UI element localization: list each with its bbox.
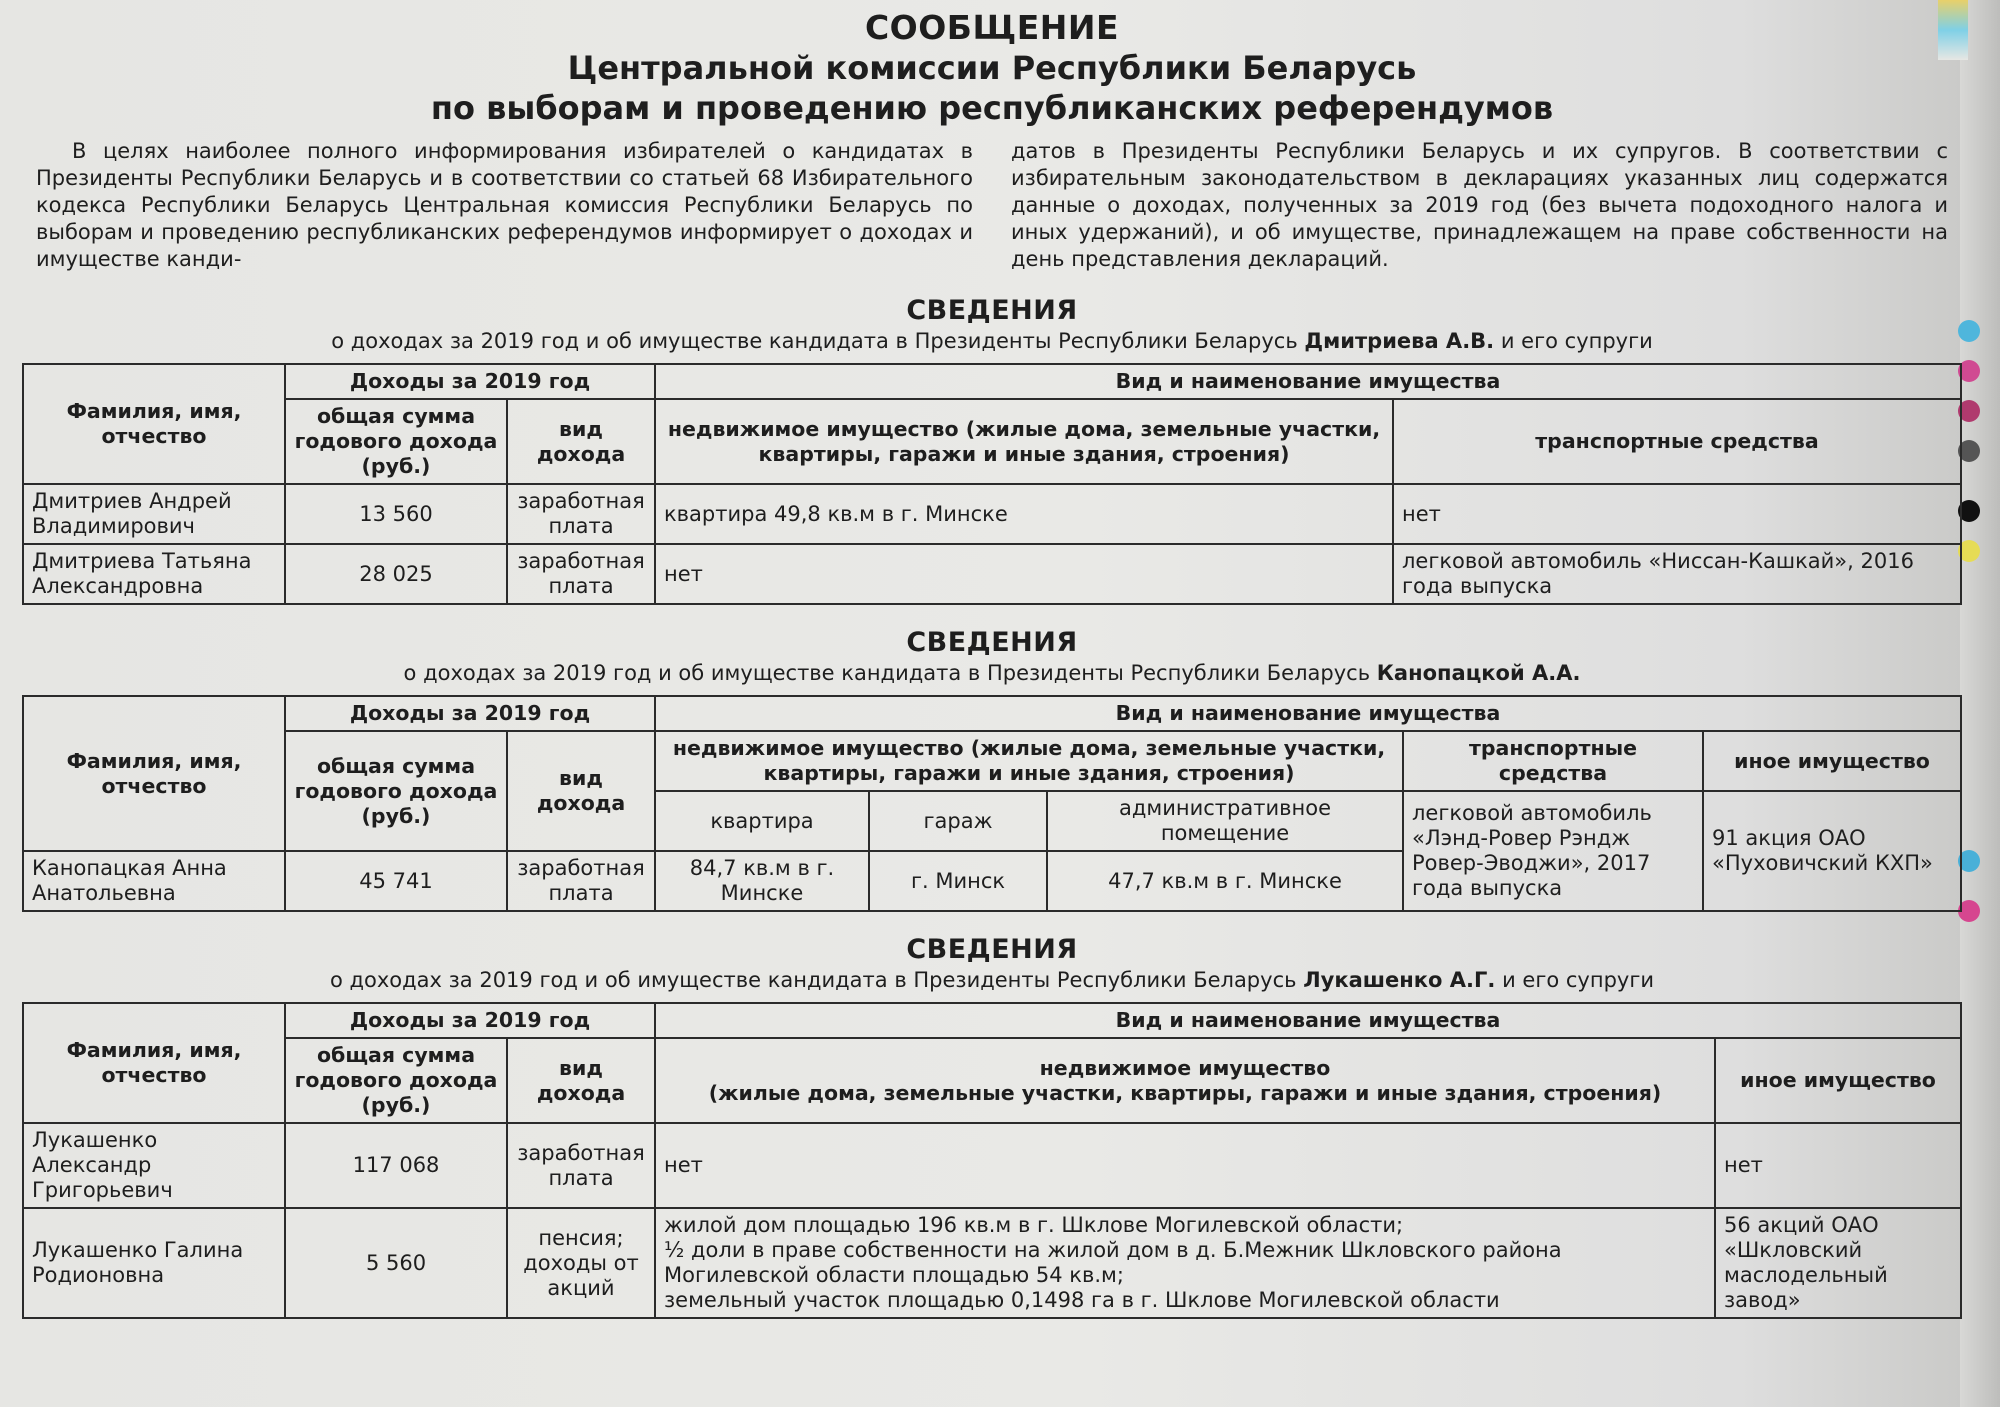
- cell-income-type: заработная плата: [507, 484, 655, 544]
- intro-left: В целях наиболее полного информирования избирателей о кандидатах в Президенты Республики Беларусь и в соответствии со статьей 68 Избирательного кодекса Республики Беларусь Центральная комиссия Республики Беларусь по выборам и проведению республиканских референдумов информирует о доходах и имуществе канди-: [36, 139, 973, 271]
- cell-apartment: 84,7 кв.м в г. Минске: [655, 851, 869, 911]
- table-row: [23, 1123, 1961, 1208]
- cell-name: Лукашенко Александр Григорьевич: [23, 1123, 285, 1208]
- cell-income-type: заработная плата: [507, 544, 655, 604]
- section1-table: [22, 363, 1962, 605]
- col-income-type: вид дохода: [507, 1038, 655, 1123]
- cell-real-estate: [655, 1208, 1715, 1318]
- table-row: [23, 544, 1961, 604]
- cell-other: 91 акция ОАО «Пуховичский КХП»: [1703, 791, 1961, 911]
- page-edge: [1960, 0, 2000, 1407]
- cell-vehicles: легковой автомобиль «Лэнд-Ровер Рэндж Ровер-Эводжи», 2017 года выпуска: [1403, 791, 1703, 911]
- section1-sub-prefix: о доходах за 2019 год и об имуществе кандидата в Президенты Республики Беларусь: [331, 329, 1298, 353]
- cell-other: 56 акций ОАО «Шкловский маслодельный завод»: [1715, 1208, 1961, 1318]
- cell-income: 13 560: [285, 484, 507, 544]
- cell-vehicles: нет: [1393, 484, 1961, 544]
- cell-name: Канопацкая Анна Анатольевна: [23, 851, 285, 911]
- col-other: иное имущество: [1703, 731, 1961, 791]
- col-real-estate: [655, 1038, 1715, 1123]
- cell-name: Лукашенко Галина Родионовна: [23, 1208, 285, 1318]
- col-apartment: квартира: [655, 791, 869, 851]
- section1-sub-suffix: и его супруги: [1500, 329, 1653, 353]
- section1-candidate: Дмитриева А.В.: [1304, 329, 1495, 353]
- real-estate-item: земельный участок площадью 0,1498 га в г. Шклове Могилевской области: [664, 1288, 1500, 1312]
- cell-income: 45 741: [285, 851, 507, 911]
- section3-sub-suffix: и его супруги: [1502, 968, 1655, 992]
- col-name: Фамилия, имя, отчество: [23, 1003, 285, 1123]
- cell-real-estate: квартира 49,8 кв.м в г. Минске: [655, 484, 1393, 544]
- cell-income-type: заработная плата: [507, 851, 655, 911]
- cell-real-estate: нет: [655, 544, 1393, 604]
- section3-table: [22, 1002, 1962, 1319]
- cell-real-estate: нет: [655, 1123, 1715, 1208]
- col-name: Фамилия, имя, отчество: [23, 364, 285, 484]
- cell-admin: 47,7 кв.м в г. Минске: [1047, 851, 1403, 911]
- col-property-group: Вид и наименование имущества: [655, 364, 1961, 399]
- cell-income: 5 560: [285, 1208, 507, 1318]
- real-estate-item: ½ доли в праве собственности на жилой дом в д. Б.Межник Шкловского района Могилевской области площадью 54 кв.м;: [664, 1238, 1562, 1287]
- col-vehicles: транспортные средства: [1393, 399, 1961, 484]
- section2-heading: СВЕДЕНИЯ: [906, 627, 1078, 658]
- col-real-estate: недвижимое имущество (жилые дома, земельные участки, квартиры, гаражи и иные здания, строения): [655, 731, 1403, 791]
- intro-right: датов в Президенты Республики Беларусь и их супругов. В соответствии с избирательным законодательством в декларациях указанных лиц содержатся данные о доходах, полученных за 2019 год (без вычета подоходного налога и иных удержаний), и об имуществе, принадлежащем на праве собственности на день представления деклараций.: [1011, 139, 1948, 271]
- col-other: иное имущество: [1715, 1038, 1961, 1123]
- cell-income: 28 025: [285, 544, 507, 604]
- col-name: Фамилия, имя, отчество: [23, 696, 285, 851]
- section3-subheading: [22, 966, 1962, 994]
- real-estate-item: жилой дом площадью 196 кв.м в г. Шклове Могилевской области;: [664, 1213, 1404, 1237]
- col-income-total: общая сумма годового дохода (руб.): [285, 399, 507, 484]
- col-real-estate-line1: недвижимое имущество: [1039, 1055, 1331, 1080]
- col-real-estate: недвижимое имущество (жилые дома, земельные участки, квартиры, гаражи и иные здания, строения): [655, 399, 1393, 484]
- col-admin: административное помещение: [1047, 791, 1403, 851]
- col-property-group: Вид и наименование имущества: [655, 1003, 1961, 1038]
- table-row: [23, 484, 1961, 544]
- col-property-group: Вид и наименование имущества: [655, 696, 1961, 731]
- col-vehicles: транспортные средства: [1403, 731, 1703, 791]
- cell-income-type: пенсия; доходы от акций: [507, 1208, 655, 1318]
- col-income-group: Доходы за 2019 год: [285, 1003, 655, 1038]
- cell-name: Дмитриева Татьяна Александровна: [23, 544, 285, 604]
- cell-income-type: заработная плата: [507, 1123, 655, 1208]
- col-income-type: вид дохода: [507, 731, 655, 851]
- document: [22, 8, 1962, 1319]
- col-income-total: общая сумма годового дохода (руб.): [285, 1038, 507, 1123]
- col-income-group: Доходы за 2019 год: [285, 364, 655, 399]
- cell-other: нет: [1715, 1123, 1961, 1208]
- document-title: СООБЩЕНИЕ: [864, 8, 1120, 47]
- col-income-total: общая сумма годового дохода (руб.): [285, 731, 507, 851]
- intro-text: [22, 138, 1962, 273]
- section2-subheading: [22, 659, 1962, 687]
- col-income-group: Доходы за 2019 год: [285, 696, 655, 731]
- section1-heading: СВЕДЕНИЯ: [906, 295, 1078, 326]
- document-subtitle-1: Центральной комиссии Республики Беларусь: [567, 49, 1417, 87]
- document-subtitle-2: по выборам и проведению республиканских референдумов: [430, 89, 1554, 127]
- section2-sub-prefix: о доходах за 2019 год и об имуществе кандидата в Президенты Республики Беларусь: [403, 661, 1371, 685]
- cell-garage: г. Минск: [869, 851, 1047, 911]
- col-income-type: вид дохода: [507, 399, 655, 484]
- col-real-estate-line2: (жилые дома, земельные участки, квартиры, гаражи и иные здания, строения): [708, 1080, 1662, 1105]
- section3-candidate: Лукашенко А.Г.: [1303, 968, 1496, 992]
- section1-subheading: [22, 327, 1962, 355]
- section2-table: [22, 695, 1962, 912]
- section3-heading: СВЕДЕНИЯ: [906, 934, 1078, 965]
- section2-candidate: Канопацкой А.А.: [1376, 661, 1581, 685]
- table-row: [23, 1208, 1961, 1318]
- cell-vehicles: легковой автомобиль «Ниссан-Кашкай», 2016 года выпуска: [1393, 544, 1961, 604]
- cell-income: 117 068: [285, 1123, 507, 1208]
- cell-name: Дмитриев Андрей Владимирович: [23, 484, 285, 544]
- section3-sub-prefix: о доходах за 2019 год и об имуществе кандидата в Президенты Республики Беларусь: [329, 968, 1297, 992]
- col-garage: гараж: [869, 791, 1047, 851]
